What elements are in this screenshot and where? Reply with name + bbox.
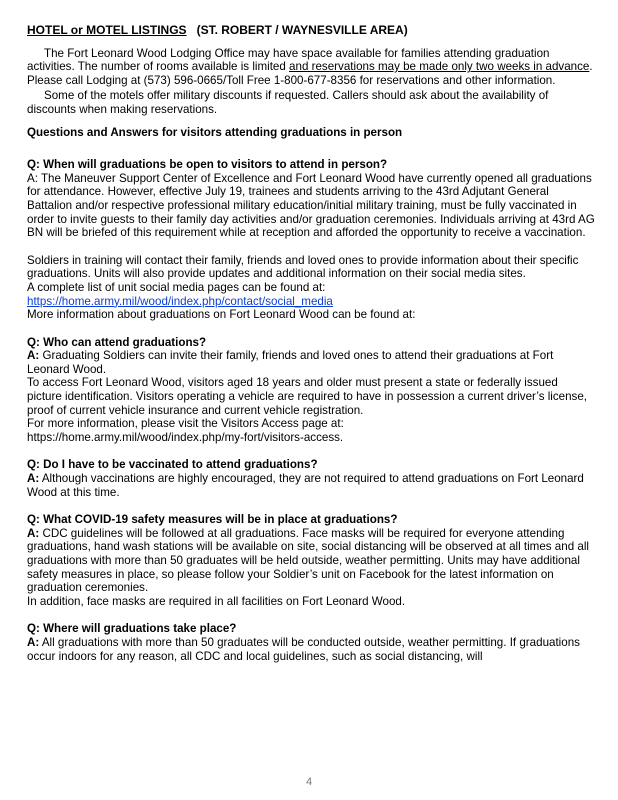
lodging-text: The Fort Leonard Wood Lodging Office may have space available for families attending graduation activities. The number of rooms available is limited xyxy=(27,46,550,74)
qa-section-title: Questions and Answers for visitors attending graduations in person xyxy=(27,125,403,139)
social-media-link[interactable]: https://home.army.mil/wood/index.php/contact/social_media xyxy=(27,294,333,308)
question: Q: Do I have to be vaccinated to attend graduations? xyxy=(27,458,318,472)
answer-text: Although vaccinations are highly encouraged, they are not required to attend graduations on Fort Leonard Wood at this time. xyxy=(27,472,584,499)
answer-label: A: xyxy=(27,472,40,486)
access-requirements: To access Fort Leonard Wood, visitors aged 18 years and older must present a state or federally issued picture identification. Visitors operating a vehicle are required to have in possession a current driver’s license, proof of current vehicle insurance and current vehicle registration. xyxy=(27,376,588,417)
answer xyxy=(27,636,595,663)
page-number: 4 xyxy=(305,776,313,788)
answer-text: All graduations with more than 50 graduates will be conducted outside, weather permitting. If graduations occur indoors for any reason, all CDC and local guidelines, such as social distancing, will xyxy=(27,635,580,663)
more-info-line: More information about graduations on Fort Leonard Wood can be found at: xyxy=(27,308,416,322)
question: Q: What COVID-19 safety measures will be in place at graduations? xyxy=(27,513,398,527)
answer-label: A: xyxy=(27,349,40,363)
visitors-access-url: https://home.army.mil/wood/index.php/my-fort/visitors-access. xyxy=(27,430,344,444)
answer xyxy=(27,472,595,499)
lodging-paragraph xyxy=(27,47,595,88)
lodging-underlined-text: and reservations may be made only two weeks in advance xyxy=(289,60,590,74)
question: Q: When will graduations be open to visitors to attend in person? xyxy=(27,158,388,172)
answer xyxy=(27,349,595,376)
answer-text: CDC guidelines will be followed at all graduations. Face masks will be required for everyone attending graduations, hand wash stations will be available on site, social distancing will be observed at all times and all graduations with more than 50 graduates will be held outside, weather permitting. Units may have additional safety measures in place, so please follow your Soldier’s unit on Facebook for the latest information on graduation ceremonies. xyxy=(27,526,589,595)
more-info-line: For more information, please visit the Visitors Access page at: xyxy=(27,417,344,431)
question: Q: Where will graduations take place? xyxy=(27,622,237,636)
answer-text: Graduating Soldiers can invite their family, friends and loved ones to attend their graduations at Fort Leonard Wood. xyxy=(27,349,554,376)
document-page xyxy=(27,24,595,663)
answer-extra: Soldiers in training will contact their family, friends and loved ones to provide information about their specific graduations. Units will also provide updates and additional information on their social media sites. xyxy=(27,253,579,281)
qa-item-safety-measures xyxy=(27,513,595,608)
answer xyxy=(27,527,595,595)
question: Q: Who can attend graduations? xyxy=(27,335,207,349)
page-heading xyxy=(27,24,595,38)
qa-item-vaccination xyxy=(27,458,595,499)
answer-extra: In addition, face masks are required in all facilities on Fort Leonard Wood. xyxy=(27,594,406,608)
answer-label: A: xyxy=(27,635,40,649)
lodging-contact-text: . Please call Lodging at (573) 596-0665/Toll Free 1-800-677-8356 for reservations and other information. xyxy=(27,60,593,87)
answer-label: A: xyxy=(27,526,40,540)
qa-item-open-to-visitors xyxy=(27,158,595,322)
discount-paragraph: Some of the motels offer military discounts if requested. Callers should ask about the availability of discounts when making reservations. xyxy=(27,89,549,116)
heading-title: HOTEL or MOTEL LISTINGS xyxy=(27,23,187,37)
qa-item-who-can-attend xyxy=(27,336,595,445)
answer: A: The Maneuver Support Center of Excellence and Fort Leonard Wood have currently opened all graduations for attendance. However, effective July 19, trainees and students arriving to the 43rd Adjutant General Battalion and/or respective professional military education/initial military training, must be fully vaccinated in order to invite guests to their family day activities and/or graduation ceremonies. Individuals arriving at 43rd AG BN will be briefed of this requirement while at reception and afforded the opportunity to receive a vaccination. xyxy=(27,171,595,240)
social-list-line: A complete list of unit social media pages can be found at: xyxy=(27,280,326,294)
qa-item-location xyxy=(27,622,595,663)
heading-area: (ST. ROBERT / WAYNESVILLE AREA) xyxy=(196,23,408,37)
